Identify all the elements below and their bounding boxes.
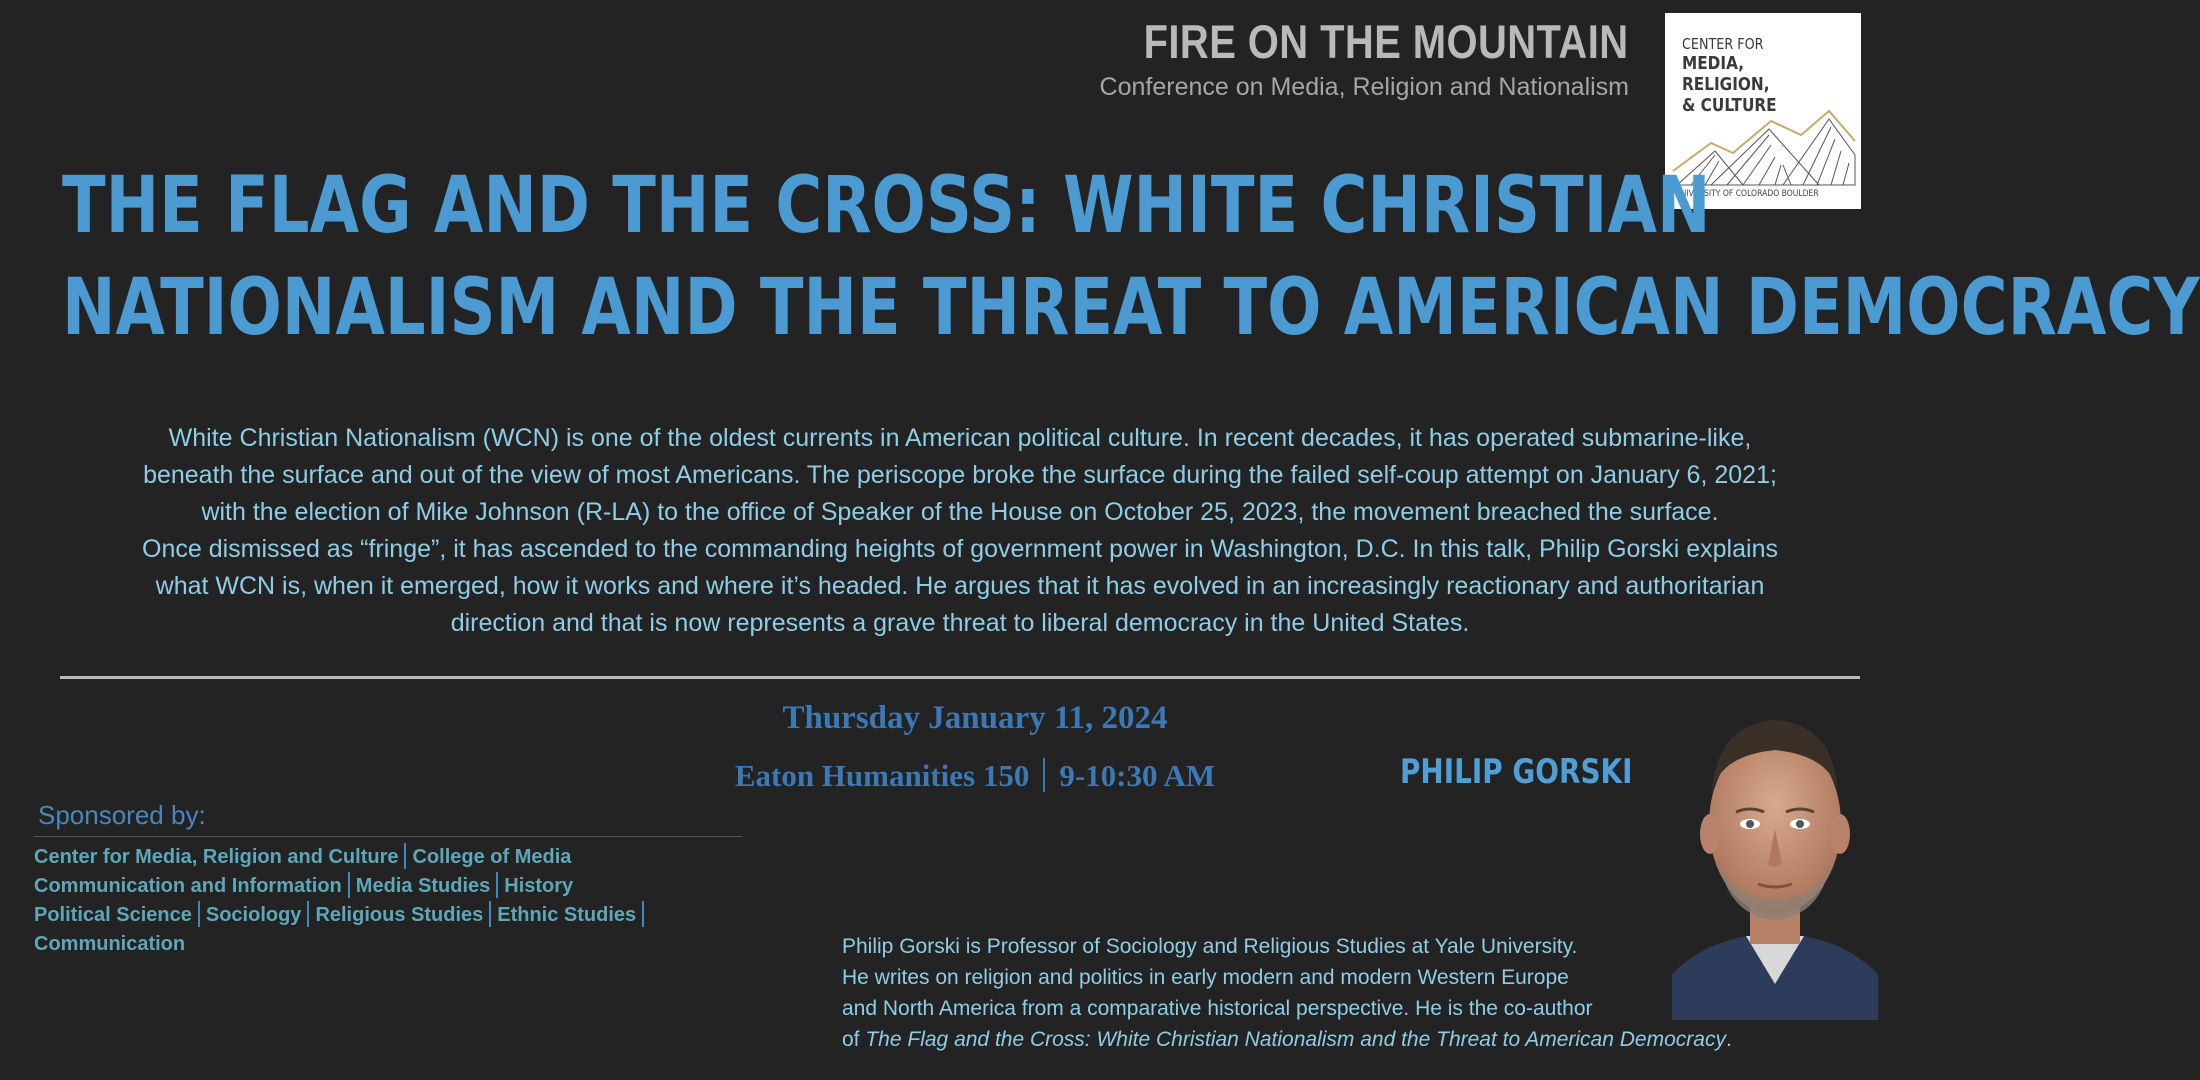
abstract-line: White Christian Nationalism (WCN) is one of the oldest currents in American political culture. In recent decades, it has operated submarine-like,: [168, 424, 1752, 452]
separator: [348, 872, 350, 898]
event-location-time: [600, 758, 1350, 794]
talk-title-line-1: THE FLAG AND THE CROSS: WHITE CHRISTIAN: [62, 161, 1711, 251]
separator: [404, 843, 406, 869]
book-title: The Flag and the Cross: White Christian Nationalism and the Threat to American Democracy: [865, 1028, 1726, 1051]
sponsor-item: Religious Studies: [315, 904, 484, 926]
sponsor-item: Communication and Information: [34, 875, 342, 897]
separator: [496, 872, 498, 898]
separator: [1043, 758, 1045, 792]
conference-title: FIRE ON THE MOUNTAIN: [1143, 15, 1628, 68]
talk-title-line-2: NATIONALISM AND THE THREAT TO AMERICAN DEMOCRACY: [62, 263, 2200, 353]
speaker-photo: [1672, 684, 1878, 1020]
bio-line: He writes on religion and politics in early modern and modern Western Europe: [842, 966, 1569, 989]
sponsor-divider: [34, 836, 742, 837]
sponsor-item: History: [504, 875, 574, 897]
logo-line-3: & CULTURE: [1682, 95, 1777, 116]
separator: [489, 901, 491, 927]
bio-suffix: .: [1725, 1028, 1732, 1051]
abstract-line: beneath the surface and out of the view of most Americans. The periscope broke the surface during the failed self-coup attempt on January 6, 2021;: [143, 461, 1777, 489]
conference-subtitle: Conference on Media, Religion and Nationalism: [1099, 73, 1629, 101]
sponsor-item: Communication: [34, 933, 186, 955]
abstract-line: direction and that is now represents a grave threat to liberal democracy in the United States.: [450, 609, 1470, 637]
sponsor-item: Political Science: [34, 904, 192, 926]
event-time: 9-10:30 AM: [1059, 758, 1216, 793]
logo-line-1: CENTER FOR: [1682, 35, 1764, 53]
abstract: [50, 420, 1870, 642]
event-date: Thursday January 11, 2024: [782, 700, 1168, 736]
separator: [307, 901, 309, 927]
abstract-line: Once dismissed as “fringe”, it has ascended to the commanding heights of government power in Washington, D.C. In this talk, Philip Gorski explains: [142, 535, 1778, 563]
section-divider: [60, 676, 1860, 679]
sponsor-item: College of Media: [412, 846, 572, 868]
abstract-line: with the election of Mike Johnson (R-LA) to the office of Speaker of the House on October 25, 2023, the movement breached the surface.: [201, 498, 1719, 526]
sponsor-item: Media Studies: [355, 875, 491, 897]
bio-prefix: of: [842, 1028, 866, 1051]
abstract-line: what WCN is, when it emerged, how it works and where it’s headed. He argues that it has evolved in an increasingly reactionary and authoritarian: [155, 572, 1765, 600]
separator: [642, 901, 644, 927]
sponsor-item: Sociology: [205, 904, 302, 926]
speaker-name: PHILIP GORSKI: [1400, 752, 1633, 792]
sponsor-list: [34, 843, 754, 959]
sponsored-by-label: Sponsored by:: [38, 800, 206, 830]
bio-line: and North America from a comparative historical perspective. He is the co-author: [842, 997, 1593, 1020]
event-location: Eaton Humanities 150: [734, 758, 1030, 793]
logo-footer: UNIVERSITY OF COLORADO BOULDER: [1675, 189, 1819, 199]
logo-line-2: MEDIA, RELIGION,: [1682, 53, 1770, 95]
bio-line: [842, 1024, 1882, 1055]
separator: [198, 901, 200, 927]
sponsor-item: Center for Media, Religion and Culture: [34, 846, 399, 868]
bio-line: Philip Gorski is Professor of Sociology and Religious Studies at Yale University.: [842, 935, 1578, 958]
sponsor-item: Ethnic Studies: [497, 904, 637, 926]
